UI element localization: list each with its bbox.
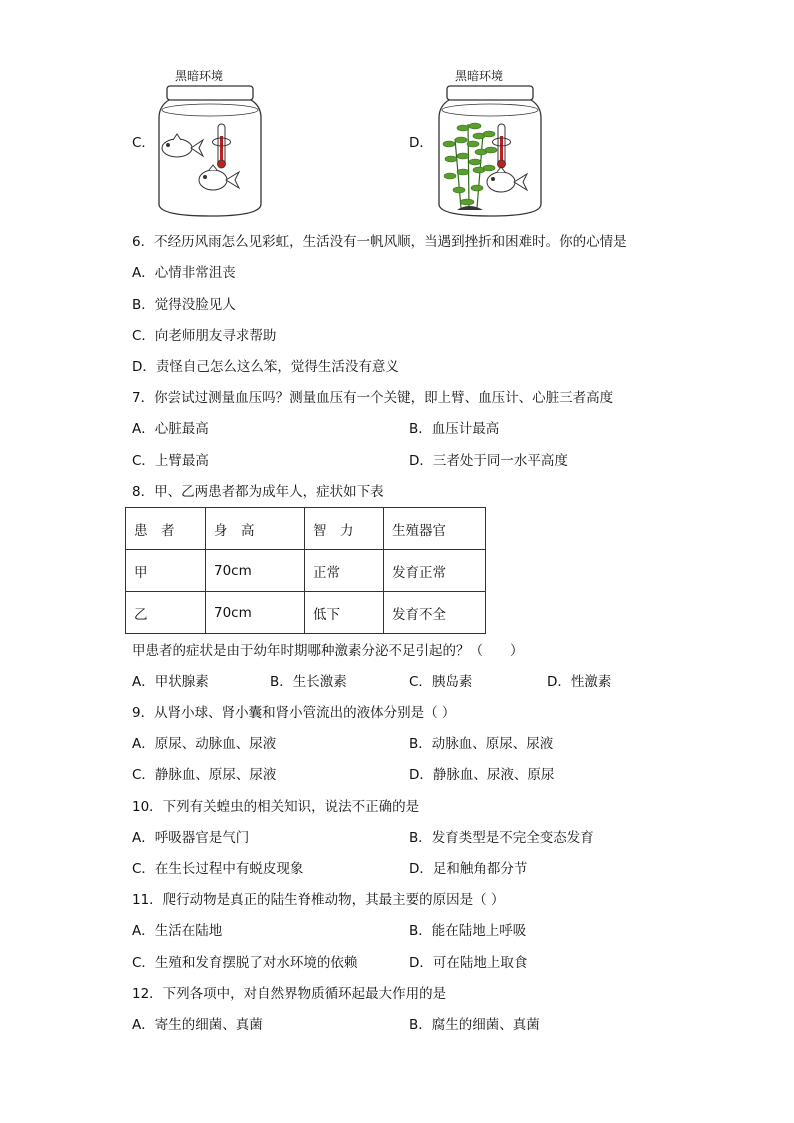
q10-stem: 10．下列有关蝗虫的相关知识，说法不正确的是 (132, 799, 420, 815)
q6-option-b: B．觉得没脸见人 (132, 297, 236, 313)
jar-d-title: 黑暗环境 (455, 69, 504, 83)
q11-stem: 11．爬行动物是真正的陆生脊椎动物，其最主要的原因是（ ） (132, 892, 505, 908)
table-header-cell: 患 者 (126, 508, 206, 550)
q8-option-d: D．性激素 (547, 674, 612, 690)
q6-option-a: A．心情非常沮丧 (132, 265, 236, 281)
q7-option-c: C．上臂最高 (132, 453, 209, 469)
q8-option-c: C．胰岛素 (409, 674, 473, 690)
thermometer-icon (213, 124, 231, 168)
table-header-cell: 生殖器官 (384, 508, 486, 550)
water-plant-icon (443, 123, 497, 208)
jar-c-illustration (155, 84, 265, 218)
option-d-label: D． (409, 135, 433, 151)
q8-option-a: A．甲状腺素 (132, 674, 209, 690)
thermometer-icon (493, 124, 511, 168)
fish-icon (199, 165, 239, 190)
q10-option-c: C．在生长过程中有蜕皮现象 (132, 861, 304, 877)
table-cell: 低下 (305, 592, 384, 634)
table-header-cell: 智 力 (305, 508, 384, 550)
table-cell: 70cm (206, 550, 305, 592)
q12-option-b: B．腐生的细菌、真菌 (409, 1017, 540, 1033)
q11-option-b: B．能在陆地上呼吸 (409, 923, 527, 939)
q8-question: 甲患者的症状是由于幼年时期哪种激素分泌不足引起的？（ ） (132, 643, 524, 659)
option-c-label: C． (132, 135, 155, 151)
q8-stem: 8．甲、乙两患者都为成年人，症状如下表 (132, 484, 384, 500)
q7-option-b: B．血压计最高 (409, 421, 500, 437)
q7-stem: 7．你尝试过测量血压吗？测量血压有一个关键，即上臂、血压计、心脏三者高度 (132, 390, 614, 406)
table-row (126, 592, 486, 634)
q7-option-d: D．三者处于同一水平高度 (409, 453, 568, 469)
table-header-row (126, 508, 486, 550)
q9-option-d: D．静脉血、尿液、原尿 (409, 767, 555, 783)
symptom-table (125, 507, 486, 634)
q6-option-c: C．向老师朋友寻求帮助 (132, 328, 277, 344)
table-header-cell: 身 高 (206, 508, 305, 550)
jar-c-title: 黑暗环境 (175, 69, 224, 83)
q11-option-c: C．生殖和发育摆脱了对水环境的依赖 (132, 955, 358, 971)
q11-option-d: D．可在陆地上取食 (409, 955, 528, 971)
q12-stem: 12．下列各项中，对自然界物质循环起最大作用的是 (132, 986, 447, 1002)
q7-option-a: A．心脏最高 (132, 421, 209, 437)
q6-option-d: D．责怪自己怎么这么笨，觉得生活没有意义 (132, 359, 399, 375)
q9-option-c: C．静脉血、原尿、尿液 (132, 767, 277, 783)
q9-option-a: A．原尿、动脉血、尿液 (132, 736, 277, 752)
q10-option-d: D．足和触角都分节 (409, 861, 528, 877)
q9-option-b: B．动脉血、原尿、尿液 (409, 736, 554, 752)
table-row (126, 550, 486, 592)
q10-option-a: A．呼吸器官是气门 (132, 830, 250, 846)
q9-stem: 9．从肾小球、肾小囊和肾小管流出的液体分别是（ ） (132, 705, 456, 721)
table-cell: 发育不全 (384, 592, 486, 634)
q12-option-a: A．寄生的细菌、真菌 (132, 1017, 263, 1033)
q6-stem: 6．不经历风雨怎么见彩虹，生活没有一帆风顺，当遇到挫折和困难时。你的心情是 (132, 234, 627, 250)
table-cell: 发育正常 (384, 550, 486, 592)
jar-d-illustration (435, 84, 545, 218)
q8-option-b: B．生长激素 (270, 674, 347, 690)
table-cell: 甲 (126, 550, 206, 592)
table-cell: 乙 (126, 592, 206, 634)
q11-option-a: A．生活在陆地 (132, 923, 223, 939)
table-cell: 正常 (305, 550, 384, 592)
q10-option-b: B．发育类型是不完全变态发育 (409, 830, 594, 846)
table-cell: 70cm (206, 592, 305, 634)
fish-icon (162, 134, 203, 157)
